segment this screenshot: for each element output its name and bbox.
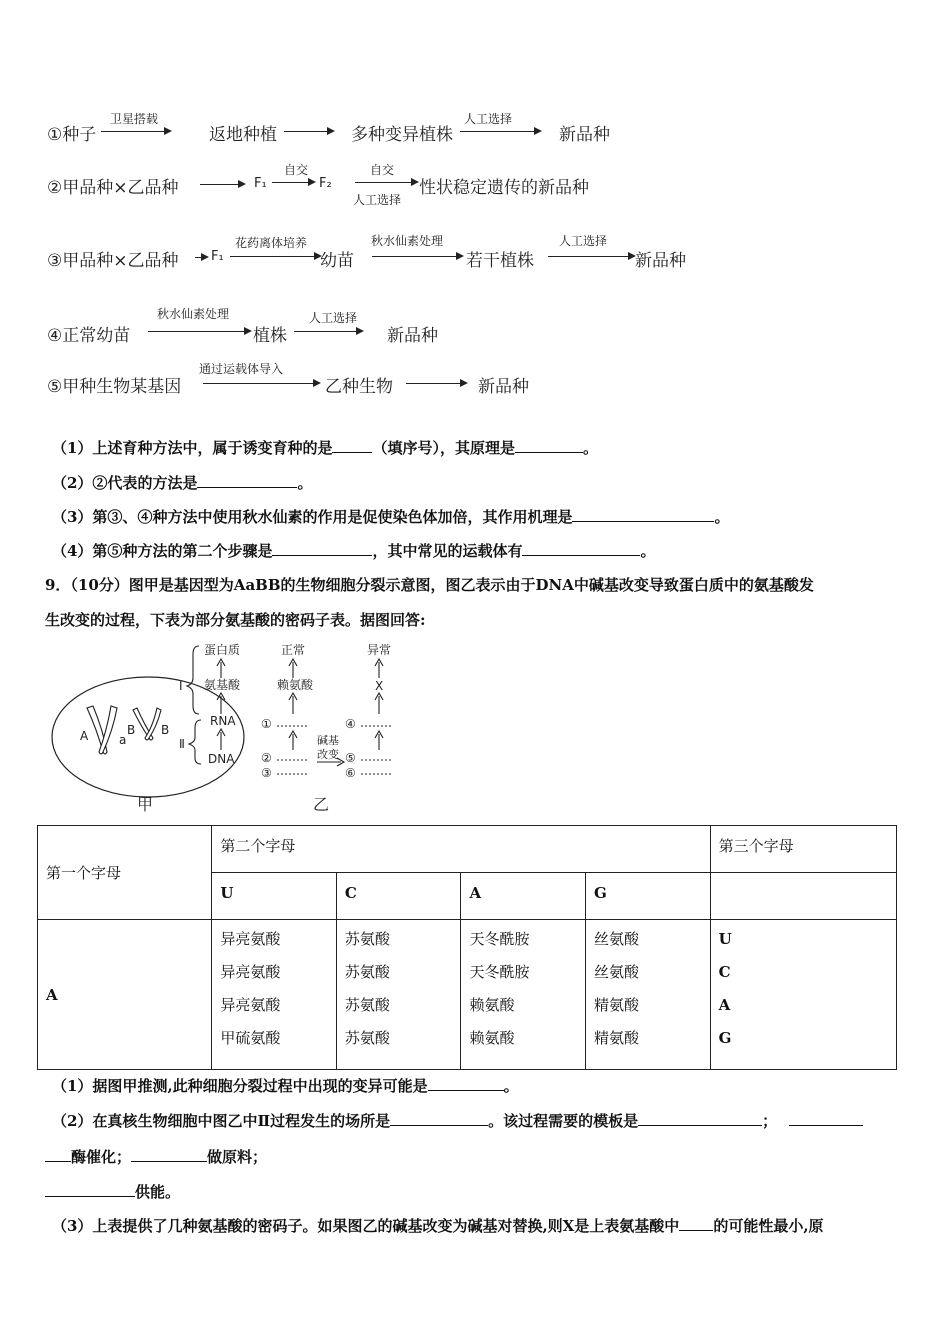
allele-A: A <box>80 729 89 743</box>
allele-a: a <box>119 733 127 747</box>
row5-mid: 乙种生物 <box>325 377 393 397</box>
q8-sub3: （3）第③、④种方法中使用秋水仙素的作用是促使染色体加倍，其作用机理是 。 <box>52 508 730 526</box>
row3-start: ③甲品种×乙品种 <box>47 251 179 271</box>
col-C: 苏氨酸 苏氨酸 苏氨酸 苏氨酸 <box>336 920 461 1070</box>
row2-arrow3-bottom-label: 人工选择 <box>353 193 402 207</box>
level-rna: RNA <box>210 714 236 728</box>
chromosome-pair-b <box>133 708 161 740</box>
row2-arrow3 <box>355 182 417 183</box>
answer-blank[interactable] <box>789 1111 863 1126</box>
q8-sub4: （4）第⑤种方法的第二个步骤是 ，其中常见的运载体有 。 <box>52 542 656 560</box>
row2-arrow2 <box>272 182 314 183</box>
answer-blank[interactable] <box>390 1111 488 1126</box>
row3-arrow2-label: 秋水仙素处理 <box>371 234 444 248</box>
label-lysine: 赖氨酸 <box>277 678 314 692</box>
num-1: ① <box>261 717 272 731</box>
allele-B1: B <box>127 723 136 737</box>
q9-intro-line1: 9．（10分）图甲是基因型为AaBB的生物细胞分裂示意图，图乙表示由于DNA中碱基改变导致蛋白质中的氨基酸发 <box>45 576 814 594</box>
q9-intro-line2: 生改变的过程，下表为部分氨基酸的密码子表。据图回答: <box>45 611 426 629</box>
row3-mid: 幼苗 <box>320 251 354 271</box>
q9-sub2-line1: （2）在真核生物细胞中图乙中Ⅱ过程发生的场所是 。该过程需要的模板是 ； <box>52 1110 863 1131</box>
header-second-letter: 第二个字母 <box>212 826 710 873</box>
q9-figure <box>45 638 405 814</box>
label-abnormal: 异常 <box>367 643 392 657</box>
row4-mid: 植株 <box>253 326 287 346</box>
label-change: 改变 <box>317 748 339 761</box>
level-aminoacid: 氨基酸 <box>204 678 241 692</box>
row3-f1: F₁ <box>211 249 224 264</box>
row5-arrow1 <box>203 383 319 384</box>
row5-arrow2 <box>406 383 466 384</box>
row3-arrow3 <box>548 256 634 257</box>
level-protein: 蛋白质 <box>204 643 241 657</box>
q8-sub2: （2）②代表的方法是 。 <box>52 474 313 492</box>
level-dna: DNA <box>208 752 235 766</box>
q9-sub1: （1）据图甲推测,此种细胞分裂过程中出现的变异可能是 。 <box>52 1077 519 1095</box>
row4-start: ④正常幼苗 <box>47 326 131 346</box>
first-letter-A: A <box>38 920 212 1070</box>
row4-arrow1 <box>148 331 250 332</box>
codon-table <box>37 825 897 1070</box>
header-third-letter: 第三个字母 <box>710 826 896 873</box>
row1-mid2: 多种变异植株 <box>351 125 453 145</box>
col-third-letters: U C A G <box>710 920 896 1070</box>
q9-sub2-line2: 酶催化； 做原料； <box>45 1146 267 1167</box>
roman-I: Ⅰ <box>179 679 183 693</box>
second-letter-A: A <box>461 873 586 920</box>
row1-arrow3-label: 人工选择 <box>464 112 513 126</box>
row2-end: 性状稳定遗传的新品种 <box>419 178 589 198</box>
row2-f2: F₂ <box>319 176 332 191</box>
row3-arrow1-label: 花药离体培养 <box>235 236 308 250</box>
second-letter-C: C <box>336 873 461 920</box>
q8-sub1: （1）上述育种方法中，属于诱变育种的是 （填序号），其原理是 。 <box>52 439 598 457</box>
row1-start: ①种子 <box>47 125 97 145</box>
row1-end: 新品种 <box>559 125 610 145</box>
row4-arrow1-label: 秋水仙素处理 <box>157 307 230 321</box>
row3-arrow3-label: 人工选择 <box>559 234 608 248</box>
row3-arrow2 <box>372 256 462 257</box>
level-arrows <box>187 646 225 764</box>
row1-arrow2 <box>284 131 333 132</box>
answer-blank[interactable] <box>679 1216 713 1231</box>
row5-start: ⑤甲种生物某基因 <box>47 377 182 397</box>
row3-mid2: 若干植株 <box>466 251 534 271</box>
answer-blank[interactable] <box>272 541 372 556</box>
row5-end: 新品种 <box>478 377 529 397</box>
row1-arrow1 <box>101 131 170 132</box>
row3-end: 新品种 <box>635 251 686 271</box>
row2-f1: F₁ <box>254 176 267 191</box>
answer-blank[interactable] <box>572 507 714 522</box>
num-3: ③ <box>261 766 272 780</box>
chromosome-pair-a <box>87 706 117 754</box>
num-5: ⑤ <box>345 751 356 765</box>
row4-end: 新品种 <box>387 326 438 346</box>
q9-sub3: （3）上表提供了几种氨基酸的密码子。如果图乙的碱基改变为碱基对替换,则X是上表氨基酸中 的可能性最小,原 <box>52 1217 824 1235</box>
figure-yi-label: 乙 <box>313 795 330 814</box>
num-4: ④ <box>345 717 356 731</box>
answer-blank[interactable] <box>45 1147 71 1162</box>
row1-arrow1-label: 卫星搭载 <box>110 112 159 126</box>
row1-mid: 返地种植 <box>209 125 277 145</box>
row1-arrow3 <box>460 131 540 132</box>
label-base: 碱基 <box>317 734 339 747</box>
allele-B2: B <box>161 723 170 737</box>
col-A: 天冬酰胺 天冬酰胺 赖氨酸 赖氨酸 <box>461 920 586 1070</box>
num-6: ⑥ <box>345 766 356 780</box>
second-letter-G: G <box>586 873 711 920</box>
row3-arrow1 <box>230 256 320 257</box>
answer-blank[interactable] <box>638 1111 762 1126</box>
roman-II: Ⅱ <box>179 737 185 751</box>
col-U: 异亮氨酸 异亮氨酸 异亮氨酸 甲硫氨酸 <box>212 920 337 1070</box>
answer-blank[interactable] <box>45 1182 135 1197</box>
label-normal: 正常 <box>281 643 306 657</box>
answer-blank[interactable] <box>428 1076 504 1091</box>
row2-start: ②甲品种×乙品种 <box>47 178 179 198</box>
row2-arrow2-label: 自交 <box>284 163 309 177</box>
row3-arrow0 <box>195 257 207 258</box>
answer-blank[interactable] <box>522 541 640 556</box>
answer-blank[interactable] <box>197 473 297 488</box>
second-letter-U: U <box>212 873 337 920</box>
answer-blank[interactable] <box>332 438 372 453</box>
answer-blank[interactable] <box>515 438 583 453</box>
label-x: X <box>375 679 384 693</box>
row4-arrow2 <box>294 331 362 332</box>
header-first-letter: 第一个字母 <box>38 826 212 920</box>
row4-arrow2-label: 人工选择 <box>309 311 358 325</box>
row2-arrow1 <box>200 184 244 185</box>
q9-sub2-line3: 供能。 <box>45 1181 180 1202</box>
figure-jia-label: 甲 <box>137 795 154 814</box>
normal-column-arrows <box>277 659 307 774</box>
num-2: ② <box>261 751 272 765</box>
col-G: 丝氨酸 丝氨酸 精氨酸 精氨酸 <box>586 920 711 1070</box>
answer-blank[interactable] <box>131 1147 207 1162</box>
row5-arrow1-label: 通过运载体导入 <box>199 362 284 376</box>
row2-arrow3-top-label: 自交 <box>370 163 395 177</box>
